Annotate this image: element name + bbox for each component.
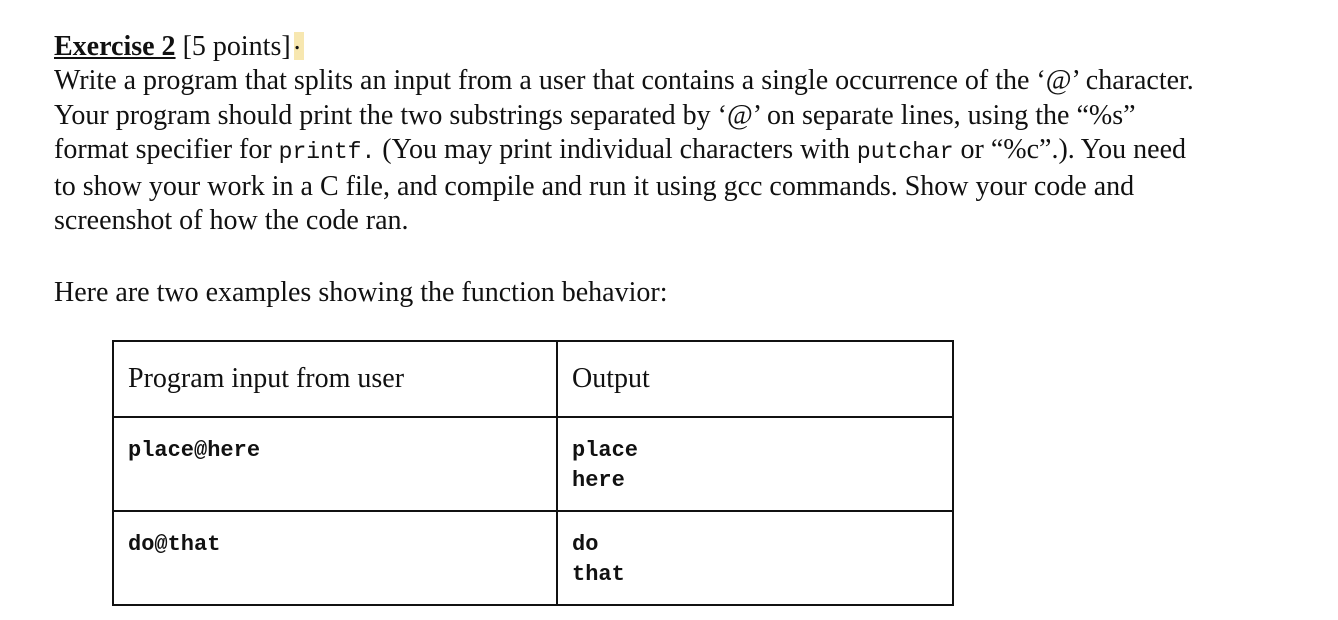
exercise-document (54, 25, 1314, 239)
exercise-description (54, 64, 1314, 239)
exercise-heading (54, 25, 1314, 64)
examples-table (112, 340, 954, 606)
description-line-4: to show your work in a C file, and compile and run it using gcc commands. Show your code and (54, 170, 1135, 202)
highlight-mark (293, 25, 304, 60)
output-cell (557, 417, 953, 511)
line3-post: or “%c”.). You need (953, 134, 1187, 165)
exercise-title: Exercise 2 (54, 31, 176, 62)
input-cell: place@here (113, 417, 557, 511)
output-line: do (572, 532, 599, 557)
code-printf: printf. (278, 139, 376, 165)
output-line: that (572, 562, 625, 587)
exercise-points: [5 points] (182, 31, 291, 62)
output-line: here (572, 468, 625, 493)
heading-trailing-period: . (293, 25, 301, 56)
header-input: Program input from user (113, 341, 557, 417)
output-line: place (572, 438, 639, 463)
input-cell: do@that (113, 511, 557, 605)
examples-intro: Here are two examples showing the function behavior: (54, 277, 668, 308)
output-cell (557, 511, 953, 605)
description-line-1: Write a program that splits an input from a user that contains a single occurrence of the ‘@’ character. (54, 65, 1194, 96)
code-putchar: putchar (856, 139, 954, 165)
header-output: Output (557, 341, 953, 417)
line3-mid: (You may print individual characters with (375, 134, 857, 165)
line3-pre: format specifier for (54, 134, 279, 165)
table-header-row (113, 341, 953, 417)
description-line-2: Your program should print the two substrings separated by ‘@’ on separate lines, using the “%s” (54, 99, 1136, 131)
table-row (113, 417, 953, 511)
description-line-3 (54, 133, 1314, 170)
description-line-5: screenshot of how the code ran. (54, 205, 409, 236)
table-row (113, 511, 953, 605)
